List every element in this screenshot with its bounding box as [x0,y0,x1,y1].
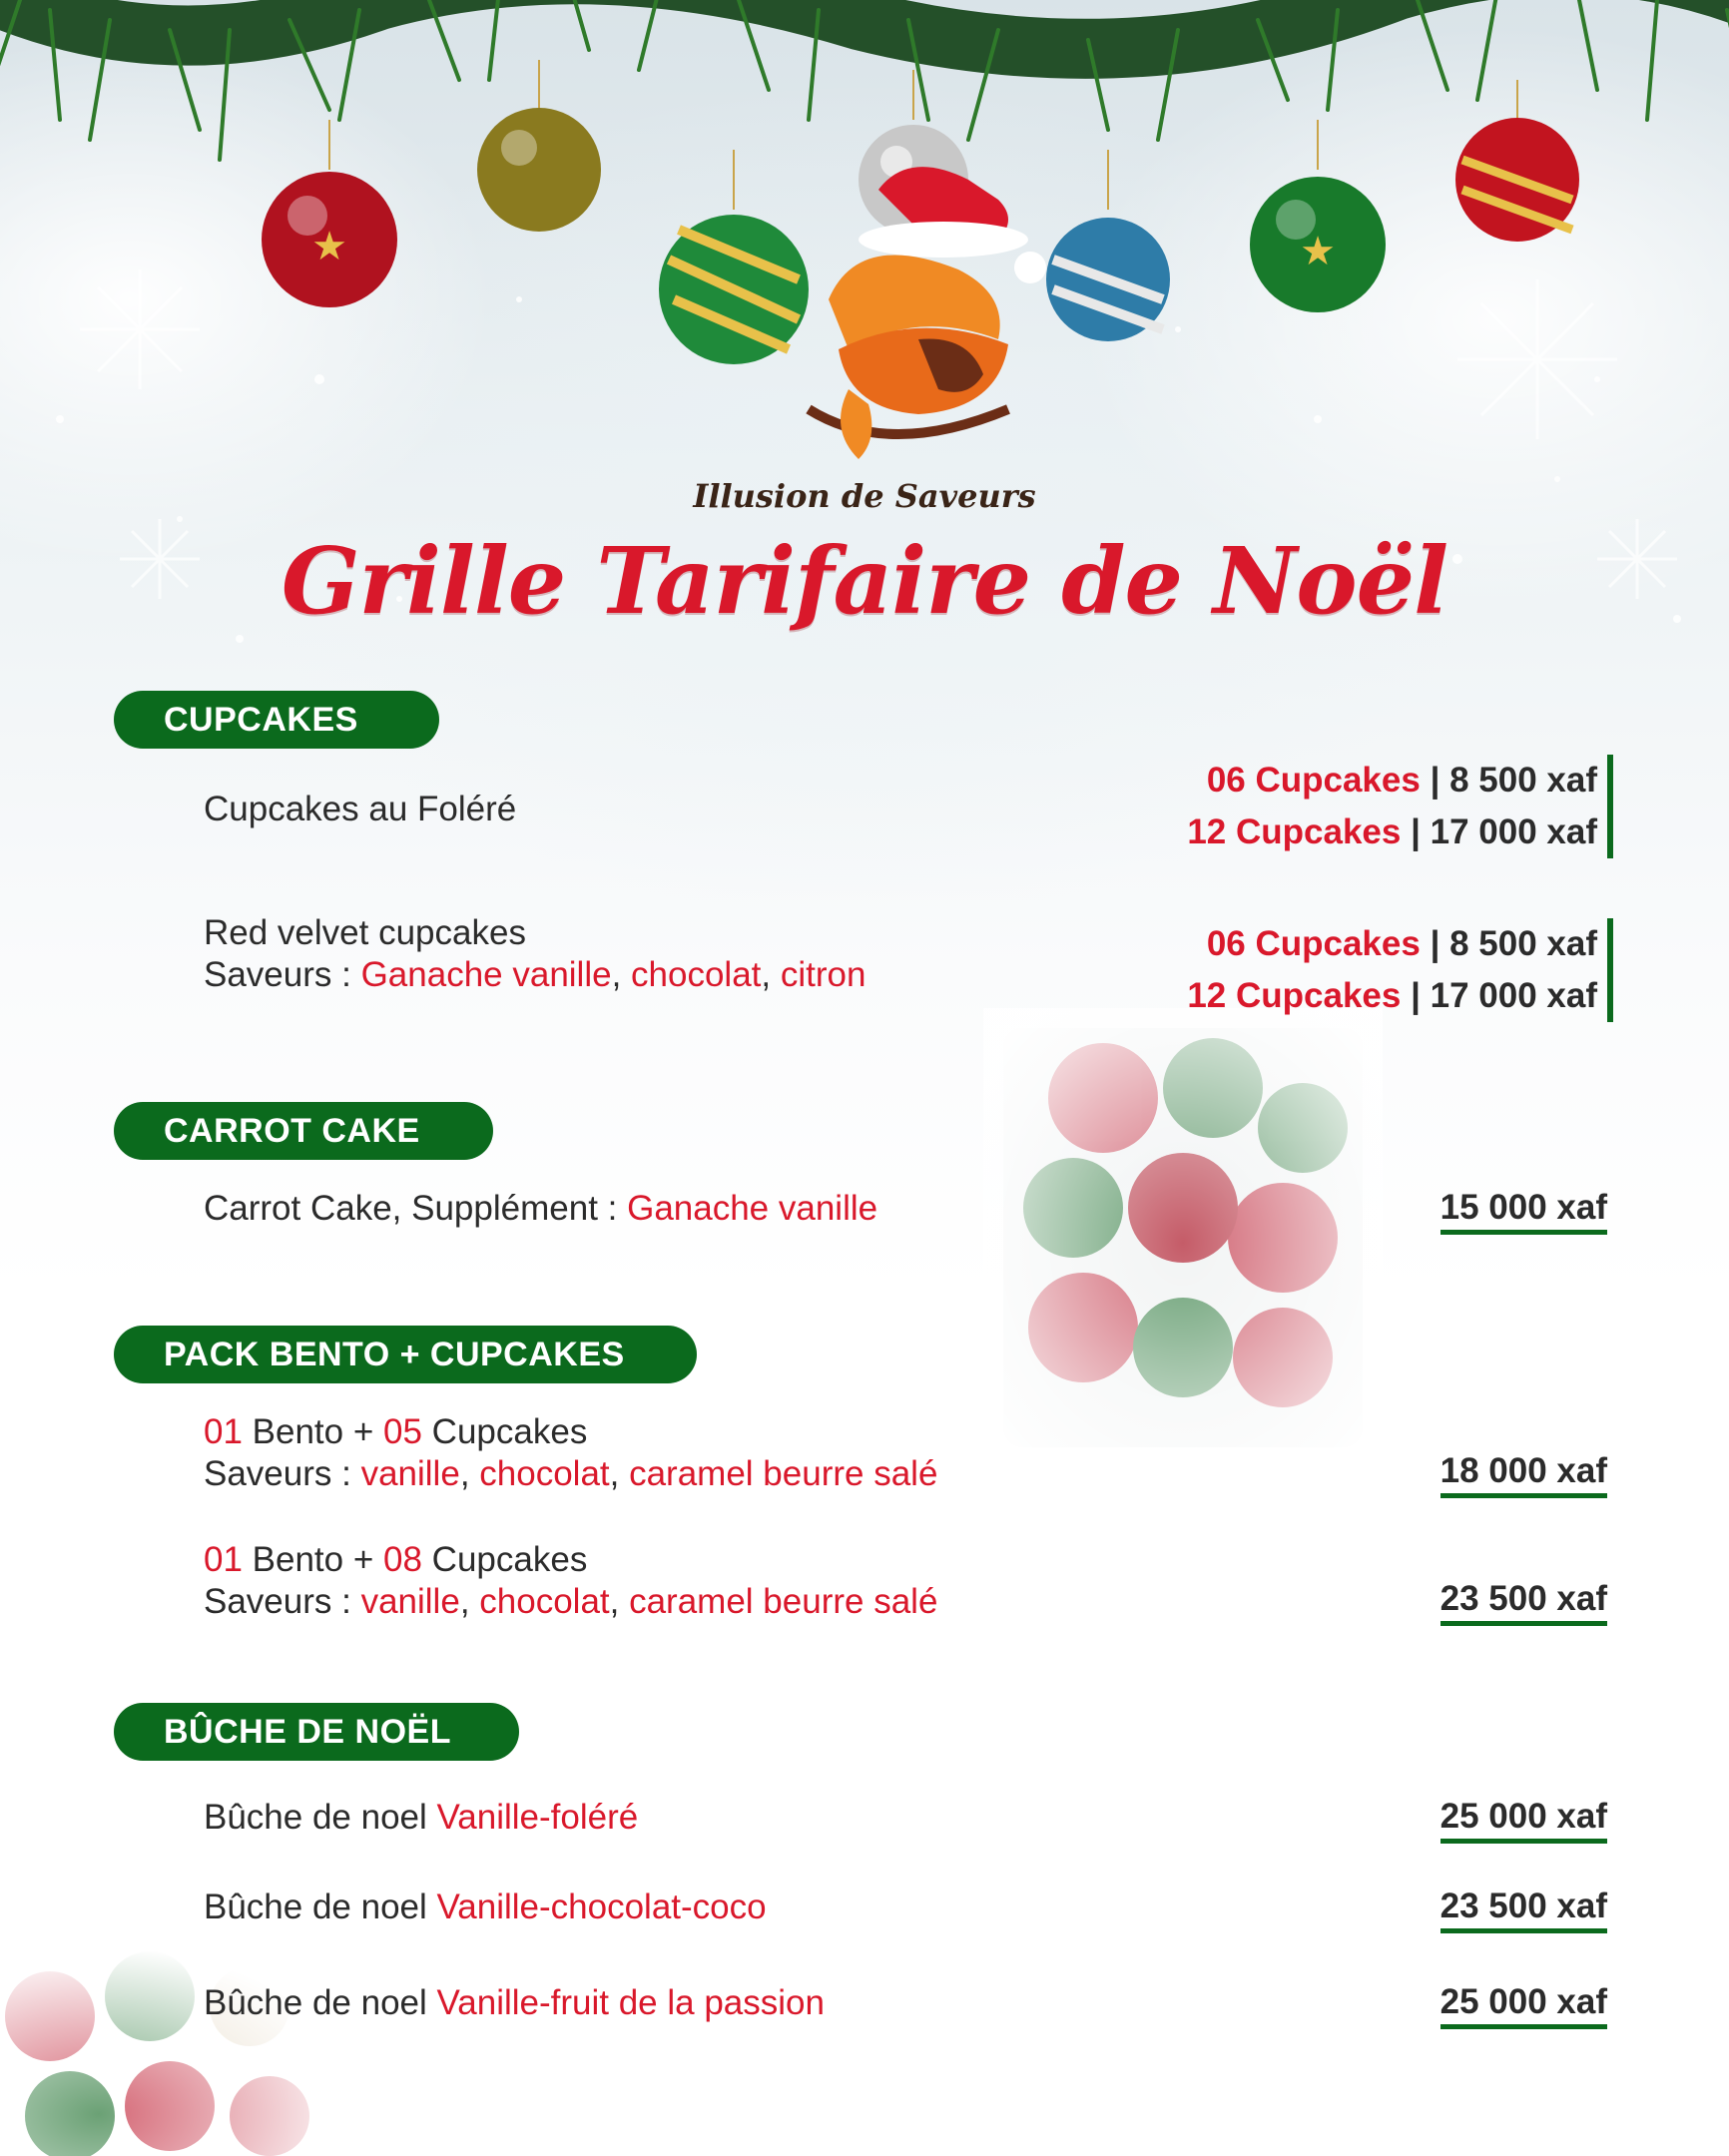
red-star-ornament [250,120,409,319]
section-cupcakes: CUPCAKES [114,691,439,749]
comma: , [611,955,632,994]
flavor: caramel beurre salé [629,1454,938,1493]
price-block-folere [1187,755,1613,858]
item-highlight: Vanille-fruit de la passion [436,1983,825,2022]
item-bento-5 [204,1411,937,1495]
item-flavors [204,954,865,996]
comma: , [459,1582,480,1621]
brand-logo-icon [769,160,1068,479]
qty-12: 12 Cupcakes [1187,976,1402,1015]
num: 01 [204,1412,243,1451]
num: 01 [204,1540,243,1579]
flavor: citron [780,955,866,994]
sep: | [1401,812,1431,851]
item-buche-coco [204,1886,767,1928]
price-buche-passion: 25 000 xaf [1441,1982,1607,2029]
flavor: vanille [360,1582,460,1621]
item-name: Bûche de noel [204,1798,437,1837]
item-name: Bûche de noel [204,1983,437,2022]
item-name: Carrot Cake, Supplément : [204,1189,628,1228]
item-buche-folere [204,1797,638,1839]
svg-text:★: ★ [1300,229,1336,274]
item-name: Red velvet cupcakes [204,913,526,952]
item-buche-passion [204,1982,825,2024]
item-red-velvet [204,912,865,996]
amount: 8 500 xaf [1449,761,1597,800]
cupcake-wreath-photo [983,1008,1383,1477]
red-striped-ornament [1447,80,1587,250]
price-bento-5: 18 000 xaf [1441,1451,1607,1498]
item-cupcakes-folere: Cupcakes au Foléré [204,790,517,828]
item-name: Bûche de noel [204,1887,437,1926]
item-highlight: Ganache vanille [627,1189,878,1228]
num: 08 [383,1540,422,1579]
item-highlight: Vanille-chocolat-coco [436,1887,767,1926]
comma: , [761,955,781,994]
svg-text:★: ★ [311,224,347,270]
amount: 8 500 xaf [1449,924,1597,963]
price-buche-coco: 23 500 xaf [1441,1886,1607,1933]
item-carrot-cake [204,1188,877,1230]
text: Bento + [242,1412,384,1451]
flavor: Ganache vanille [360,955,612,994]
item-bento-8 [204,1539,937,1623]
flavors-label: Saveurs : [204,1582,361,1621]
section-pack-bento: PACK BENTO + CUPCAKES [114,1326,697,1383]
text: Bento + [242,1540,384,1579]
amount: 17 000 xaf [1430,976,1597,1015]
gold-ornament [469,60,609,240]
cupcake-box-photo [0,1946,329,2156]
num: 05 [383,1412,422,1451]
price-carrot-cake: 15 000 xaf [1441,1188,1607,1235]
price-buche-folere: 25 000 xaf [1441,1797,1607,1844]
text: Cupcakes [421,1540,588,1579]
comma: , [459,1454,480,1493]
sep: | [1401,976,1431,1015]
flavors-label: Saveurs : [204,1454,361,1493]
sep: | [1420,924,1450,963]
item-highlight: Vanille-foléré [436,1798,639,1837]
qty-6: 06 Cupcakes [1206,924,1421,963]
brand-name: Illusion de Saveurs [693,477,1036,515]
page-title: Grille Tarifaire de Noël [281,527,1448,635]
flavor: chocolat [479,1582,610,1621]
comma: , [609,1454,630,1493]
comma: , [609,1582,630,1621]
section-buche-de-noel: BÛCHE DE NOËL [114,1703,519,1761]
flavor: caramel beurre salé [629,1582,938,1621]
qty-12: 12 Cupcakes [1187,812,1402,851]
flavor: chocolat [631,955,762,994]
price-block-red-velvet [1187,918,1613,1022]
sep: | [1420,761,1450,800]
price-bento-8: 23 500 xaf [1441,1579,1607,1626]
text: Cupcakes [421,1412,588,1451]
qty-6: 06 Cupcakes [1206,761,1421,800]
section-carrot-cake: CARROT CAKE [114,1102,493,1160]
amount: 17 000 xaf [1430,812,1597,851]
flavors-label: Saveurs : [204,955,361,994]
green-star-ornament [1238,120,1398,319]
flavor: chocolat [479,1454,610,1493]
flavor: vanille [360,1454,460,1493]
